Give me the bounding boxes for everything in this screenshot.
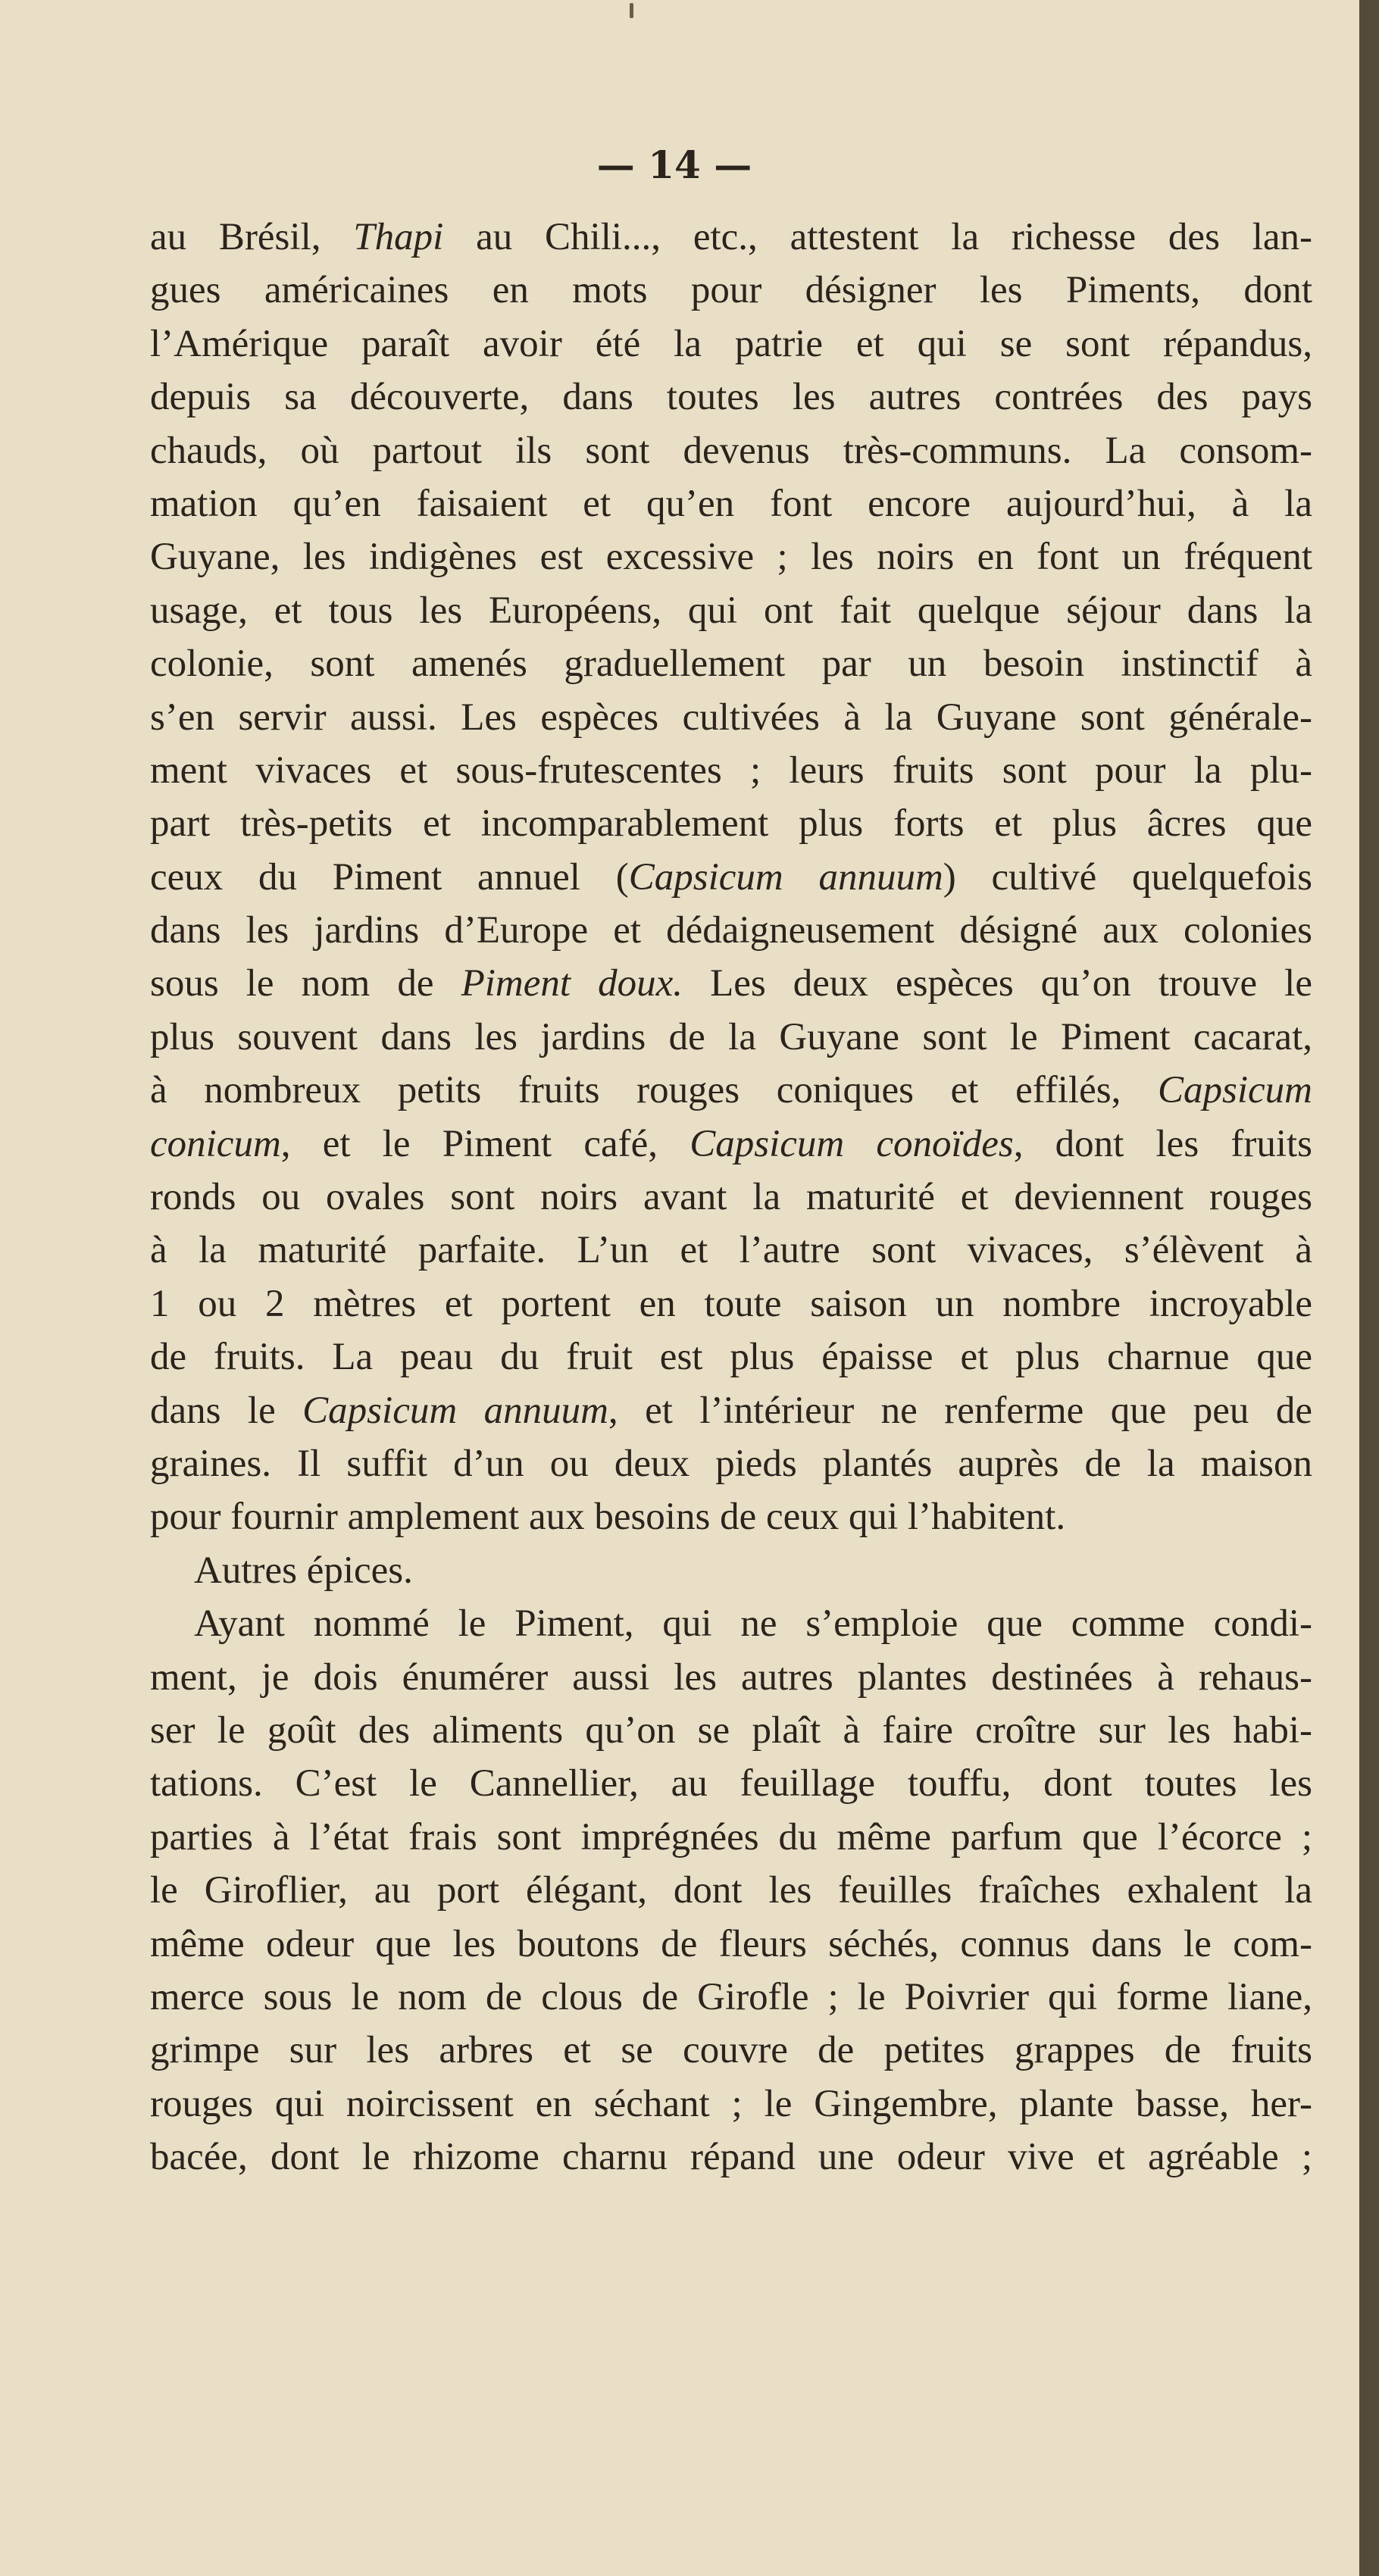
text-line (150, 1704, 1312, 1757)
text-span: Autres épices. (194, 1549, 413, 1592)
text-span: , et le Piment café, (280, 1122, 690, 1165)
text-line (150, 1651, 1312, 1704)
text-span: au Chili..., etc., attestent la richesse des lan- (443, 216, 1312, 258)
text-span: tations. C’est le Cannellier, au feuillage touffu, dont toutes les (150, 1762, 1312, 1805)
text-line (150, 904, 1312, 957)
italic-text: Capsicum annuum (628, 855, 943, 899)
ink-speck (630, 3, 633, 18)
text-line (150, 2077, 1312, 2131)
text-line (150, 2131, 1312, 2184)
text-line (150, 477, 1312, 530)
italic-text: Capsicum conoïdes (690, 1122, 1014, 1165)
text-span: part très-petits et incomparablement plus forts et plus âcres que (150, 802, 1312, 846)
text-span: plus souvent dans les jardins de la Guyane sont le Piment cacarat, (150, 1015, 1312, 1058)
text-line (150, 317, 1312, 370)
text-line (150, 1971, 1312, 2024)
text-span: s’en servir aussi. Les espèces cultivées à la Guyane sont générale- (150, 696, 1312, 739)
text-span: , et l’intérieur ne renferme que peu de (608, 1389, 1312, 1432)
text-line (150, 957, 1312, 1010)
text-line (150, 637, 1312, 690)
text-span: merce sous le nom de clous de Girofle ; le Poivrier qui forme liane, (150, 1975, 1312, 2018)
text-span: sous le nom de (150, 962, 461, 1005)
text-span: usage, et tous les Européens, qui ont fait quelque séjour dans la (150, 589, 1312, 632)
text-span: Ayant nommé le Piment, qui ne s’emploie que comme condi- (194, 1602, 1312, 1646)
text-line (150, 1757, 1312, 1810)
text-span: colonie, sont amenés graduellement par un besoin instinctif à (150, 642, 1312, 686)
text-span: pour fournir amplement aux besoins de ceux qui l’habitent. (150, 1496, 1066, 1539)
text-line (150, 1544, 1312, 1597)
text-line (150, 1811, 1312, 1864)
text-span: au Brésil, (150, 216, 354, 258)
text-span: , dont les fruits (1013, 1122, 1313, 1165)
text-line (150, 370, 1312, 424)
italic-text: conicum (150, 1122, 281, 1165)
text-span: ) cultivé quelquefois (943, 855, 1312, 899)
text-span: chauds, où partout ils sont devenus très-communs. La consom- (150, 429, 1312, 472)
text-line (150, 1118, 1312, 1171)
text-line (150, 1330, 1312, 1383)
italic-text: Piment doux. (461, 962, 683, 1005)
text-line (150, 264, 1312, 317)
text-line (150, 1437, 1312, 1490)
text-span: Les deux espèces qu’on trouve le (683, 962, 1312, 1005)
text-line (150, 1864, 1312, 1917)
body-text (150, 211, 1312, 2184)
text-span: gues américaines en mots pour désigner les Piments, dont (150, 269, 1312, 312)
italic-text: Capsicum (1158, 1069, 1312, 1112)
text-span: l’Amérique paraît avoir été la patrie et qui se sont répandus, (150, 322, 1312, 365)
text-line (150, 1384, 1312, 1437)
text-span: même odeur que les boutons de fleurs séchés, connus dans le com- (150, 1922, 1312, 1965)
text-line (150, 1064, 1312, 1117)
text-span: ronds ou ovales sont noirs avant la maturité et deviennent rouges (150, 1176, 1312, 1219)
text-span: de fruits. La peau du fruit est plus épaisse et plus charnue que (150, 1336, 1312, 1379)
text-span: ment, je dois énumérer aussi les autres plantes destinées à rehaus- (150, 1655, 1312, 1699)
text-line (150, 1224, 1312, 1277)
text-line (150, 851, 1312, 904)
page-edge-shadow (1359, 0, 1379, 2576)
text-line (150, 1490, 1312, 1543)
text-span: à la maturité parfaite. L’un et l’autre sont vivaces, s’élèvent à (150, 1229, 1312, 1272)
text-span: mation qu’en faisaient et qu’en font encore aujourd’hui, à la (150, 482, 1312, 525)
text-span: ceux du Piment annuel ( (150, 855, 629, 899)
text-span: depuis sa découverte, dans toutes les autres contrées des pays (150, 376, 1312, 419)
text-span: ser le goût des aliments qu’on se plaît à faire croître sur les habi- (150, 1708, 1312, 1752)
text-span: ment vivaces et sous-frutescentes ; leurs fruits sont pour la plu- (150, 749, 1312, 792)
text-line (150, 211, 1312, 264)
text-line (150, 1171, 1312, 1224)
italic-text: Capsicum annuum (302, 1389, 608, 1432)
text-line (150, 744, 1312, 797)
text-line (150, 1277, 1312, 1330)
text-line (150, 1918, 1312, 1971)
text-span: parties à l’état frais sont imprégnées du même parfum que l’écorce ; (150, 1815, 1312, 1859)
page-number: — 14 — (596, 142, 752, 187)
text-line (150, 1011, 1312, 1064)
text-span: bacée, dont le rhizome charnu répand une odeur vive et agréable ; (150, 2136, 1312, 2179)
text-line (150, 584, 1312, 637)
text-span: dans le (150, 1389, 303, 1432)
text-span: dans les jardins d’Europe et dédaigneusement désigné aux colonies (150, 909, 1312, 952)
text-span: à nombreux petits fruits rouges coniques et effilés, (150, 1069, 1158, 1112)
text-span: le Giroflier, au port élégant, dont les feuilles fraîches exhalent la (150, 1869, 1312, 1912)
text-line (150, 797, 1312, 850)
text-span: Guyane, les indigènes est excessive ; les noirs en font un fréquent (150, 536, 1312, 579)
italic-text: Thapi (353, 216, 444, 258)
text-line (150, 691, 1312, 744)
text-line (150, 2024, 1312, 2077)
text-span: graines. Il suffit d’un ou deux pieds plantés auprès de la maison (150, 1442, 1312, 1485)
text-span: 1 ou 2 mètres et portent en toute saison un nombre incroyable (150, 1282, 1312, 1325)
text-line (150, 530, 1312, 583)
text-line (150, 424, 1312, 477)
text-line (150, 1597, 1312, 1650)
text-span: rouges qui noircissent en séchant ; le Gingembre, plante basse, her- (150, 2082, 1312, 2125)
text-span: grimpe sur les arbres et se couvre de petites grappes de fruits (150, 2029, 1312, 2072)
